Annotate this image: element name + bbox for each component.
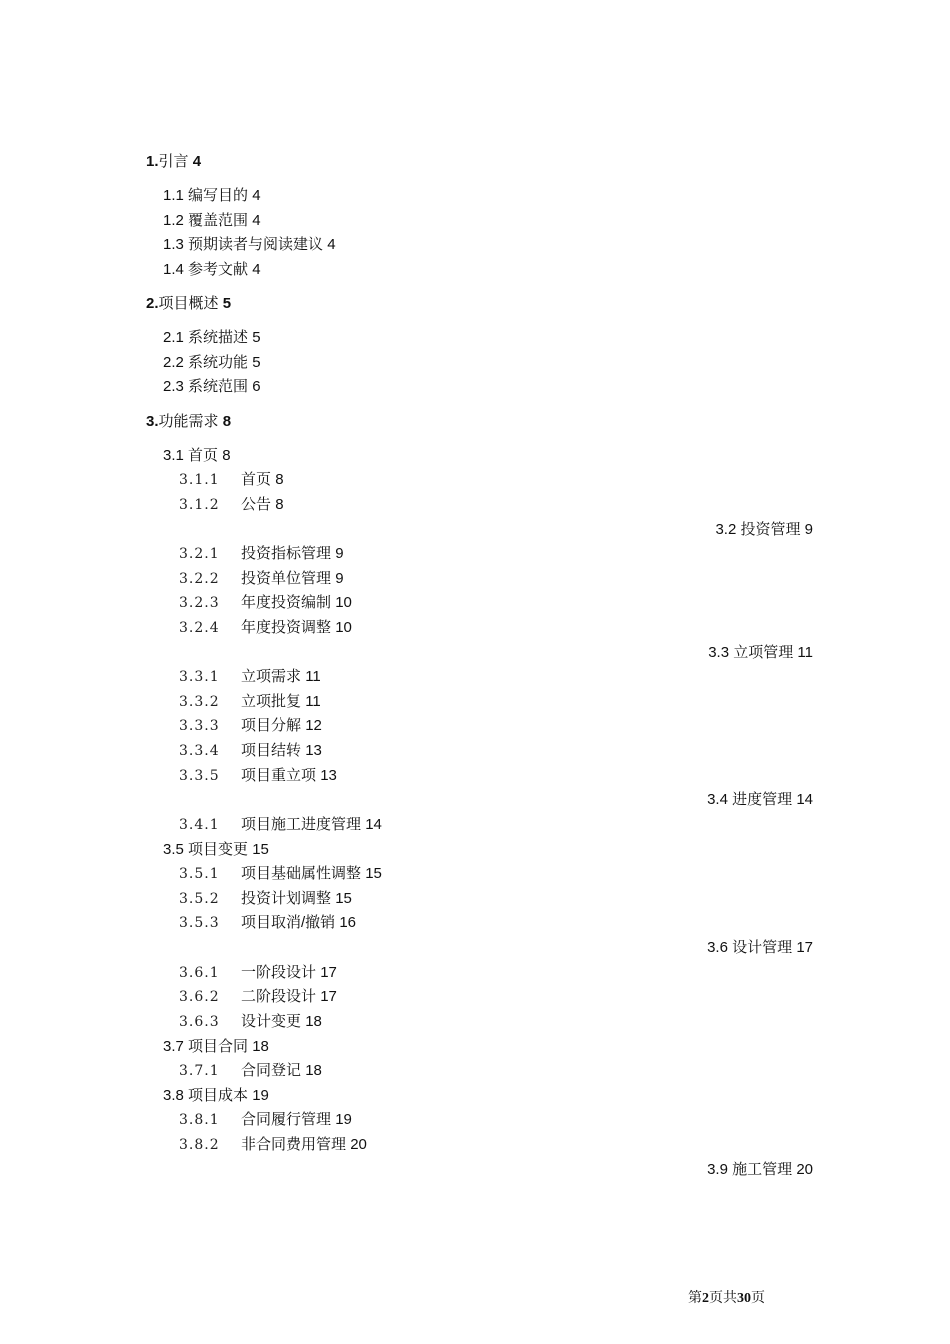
toc-entry-title: 项目合同 <box>188 1038 249 1055</box>
toc-entry-number: 3.3.5 <box>179 768 220 784</box>
toc-entry-level-2[interactable] <box>163 186 261 206</box>
toc-entry-level-2[interactable] <box>163 446 231 466</box>
toc-entry-level-3[interactable] <box>179 544 344 564</box>
toc-entry-title: 投资计划调整 <box>241 890 332 907</box>
toc-entry-title: 参考文献 <box>188 261 249 278</box>
toc-entry-title: 立项批复 <box>241 693 302 710</box>
toc-entry-number: 3.6.1 <box>179 965 220 981</box>
toc-entry-level-2[interactable] <box>163 1086 269 1106</box>
toc-entry-level-3[interactable] <box>179 913 356 933</box>
toc-entry-number: 3.7.1 <box>179 1063 220 1079</box>
toc-entry-level-3[interactable] <box>179 1012 322 1032</box>
toc-entry-number: 3.5.2 <box>179 891 220 907</box>
toc-entry-number: 3.3.3 <box>179 718 220 734</box>
toc-entry-title: 系统描述 <box>188 329 249 346</box>
toc-entry-page-number: 6 <box>252 378 261 395</box>
toc-entry-title: 合同履行管理 <box>241 1111 332 1128</box>
toc-entry-number: 3.1 <box>163 447 184 464</box>
toc-entry-number: 3.6 <box>707 939 728 956</box>
toc-entry-level-3[interactable] <box>179 618 352 638</box>
toc-entry-title: 年度投资调整 <box>241 619 332 636</box>
toc-entry-page-number: 9 <box>335 545 344 562</box>
toc-entry-page-number: 15 <box>252 841 269 858</box>
toc-entry-level-3[interactable] <box>179 716 322 736</box>
toc-entry-level-1[interactable] <box>146 412 231 432</box>
toc-entry-page-number: 10 <box>335 619 352 636</box>
toc-entry-level-3[interactable] <box>179 987 337 1007</box>
toc-entry-number: 3.7 <box>163 1038 184 1055</box>
toc-entry-title: 首页 <box>241 471 272 488</box>
toc-entry-number: 3.1.1 <box>179 472 220 488</box>
toc-entry-title: 项目取消/撤销 <box>241 914 336 931</box>
toc-entry-title: 项目成本 <box>188 1087 249 1104</box>
toc-entry-number: 3.3.2 <box>179 694 220 710</box>
toc-entry-number: 3.3.1 <box>179 669 220 685</box>
toc-entry-level-1[interactable] <box>146 294 231 314</box>
toc-entry-page-number: 14 <box>796 791 813 808</box>
toc-entry-page-number: 4 <box>327 236 336 253</box>
toc-entry-title: 年度投资编制 <box>241 594 332 611</box>
toc-entry-title: 项目变更 <box>188 841 249 858</box>
toc-entry-page-number: 13 <box>320 767 337 784</box>
toc-entry-number: 2.2 <box>163 354 184 371</box>
toc-entry-title: 一阶段设计 <box>241 964 317 981</box>
toc-entry-title: 合同登记 <box>241 1062 302 1079</box>
toc-entry-level-3[interactable] <box>179 470 284 490</box>
toc-entry-page-number: 16 <box>339 914 357 931</box>
toc-entry-page-number: 14 <box>365 816 382 833</box>
toc-entry-title: 项目概述 <box>158 295 219 312</box>
toc-entry-page-number: 15 <box>335 890 352 907</box>
toc-entry-page-number: 11 <box>797 644 813 661</box>
toc-entry-title: 系统功能 <box>188 354 249 371</box>
toc-entry-number: 3.8.1 <box>179 1112 220 1128</box>
toc-entry-number: 2.1 <box>163 329 184 346</box>
toc-entry-number: 1.4 <box>163 261 184 278</box>
toc-entry-level-1[interactable] <box>146 152 201 172</box>
toc-entry-title: 项目结转 <box>241 742 302 759</box>
toc-entry-number: 3.5 <box>163 841 184 858</box>
toc-entry-title: 项目重立项 <box>241 767 317 784</box>
toc-entry-page-number: 9 <box>335 570 344 587</box>
toc-entry-page-number: 20 <box>796 1161 813 1178</box>
toc-entry-level-2[interactable] <box>707 1160 813 1180</box>
toc-entry-title: 系统范围 <box>188 378 249 395</box>
toc-entry-level-2[interactable] <box>163 353 261 373</box>
toc-entry-page-number: 17 <box>320 988 337 1005</box>
toc-entry-number: 3.4.1 <box>179 817 220 833</box>
toc-entry-page-number: 8 <box>275 496 284 513</box>
toc-entry-level-3[interactable] <box>179 1135 367 1155</box>
toc-entry-number: 1.1 <box>163 187 184 204</box>
toc-entry-title: 项目基础属性调整 <box>241 865 362 882</box>
toc-entry-page-number: 13 <box>305 742 322 759</box>
toc-entry-number: 3.9 <box>707 1161 728 1178</box>
toc-entry-level-2[interactable] <box>163 840 269 860</box>
toc-entry-title: 施工管理 <box>732 1161 793 1178</box>
toc-entry-page-number: 12 <box>305 717 322 734</box>
toc-entry-number: 3.3.4 <box>179 743 220 759</box>
toc-entry-level-3[interactable] <box>179 864 382 884</box>
toc-entry-page-number: 4 <box>192 153 202 170</box>
toc-entry-level-2[interactable] <box>707 938 813 958</box>
toc-entry-title: 项目分解 <box>241 717 302 734</box>
toc-entry-level-2[interactable] <box>163 1037 269 1057</box>
toc-entry-title: 非合同费用管理 <box>241 1136 347 1153</box>
toc-entry-page-number: 8 <box>222 447 231 464</box>
toc-entry-title: 立项管理 <box>733 644 794 661</box>
toc-entry-number: 3.3 <box>708 644 730 661</box>
toc-entry-page-number: 19 <box>335 1111 352 1128</box>
toc-entry-level-2[interactable] <box>163 260 261 280</box>
toc-entry-page-number: 11 <box>305 668 321 685</box>
toc-entry-page-number: 5 <box>252 354 261 371</box>
toc-entry-title: 投资指标管理 <box>241 545 332 562</box>
toc-entry-level-3[interactable] <box>179 1061 322 1081</box>
footer-prefix: 第 <box>688 1291 702 1306</box>
toc-entry-number: 3.5.1 <box>179 866 220 882</box>
toc-entry-title: 设计管理 <box>732 939 793 956</box>
toc-entry-number: 3.2.2 <box>179 571 220 587</box>
toc-entry-title: 编写目的 <box>188 187 249 204</box>
toc-entry-page-number: 20 <box>350 1136 367 1153</box>
toc-entry-level-2[interactable] <box>163 211 261 231</box>
toc-entry-page-number: 4 <box>252 187 261 204</box>
toc-entry-number: 3.4 <box>707 791 728 808</box>
toc-entry-number: 3.2.1 <box>179 546 220 562</box>
toc-entry-level-3[interactable] <box>179 741 322 761</box>
toc-entry-title: 公告 <box>241 496 272 513</box>
toc-entry-number: 3.8.2 <box>179 1137 220 1153</box>
toc-entry-level-3[interactable] <box>179 692 321 712</box>
toc-entry-number: 3.1.2 <box>179 497 220 513</box>
toc-entry-page-number: 8 <box>222 413 232 430</box>
toc-entry-level-2[interactable] <box>163 328 261 348</box>
toc-entry-page-number: 17 <box>320 964 337 981</box>
toc-entry-page-number: 15 <box>365 865 382 882</box>
footer-total-pages: 30 <box>737 1291 751 1306</box>
toc-entry-number: 3.6.2 <box>179 989 220 1005</box>
toc-entry-level-3[interactable] <box>179 963 337 983</box>
toc-entry-level-3[interactable] <box>179 889 352 909</box>
footer-current-page: 2 <box>702 1291 709 1306</box>
toc-entry-title: 设计变更 <box>241 1013 302 1030</box>
toc-entry-page-number: 11 <box>305 693 321 710</box>
toc-entry-page-number: 4 <box>252 261 261 278</box>
toc-entry-level-3[interactable] <box>179 593 352 613</box>
toc-entry-number: 3. <box>146 413 159 430</box>
toc-entry-title: 覆盖范围 <box>188 212 249 229</box>
toc-entry-number: 1. <box>146 153 159 170</box>
toc-entry-title: 投资管理 <box>740 521 801 538</box>
toc-entry-level-2[interactable] <box>707 790 813 810</box>
toc-entry-title: 功能需求 <box>158 413 219 430</box>
toc-entry-level-2[interactable] <box>715 520 813 540</box>
toc-entry-number: 3.2.4 <box>179 620 220 636</box>
toc-entry-number: 1.2 <box>163 212 184 229</box>
toc-entry-level-3[interactable] <box>179 495 284 515</box>
toc-entry-page-number: 4 <box>252 212 261 229</box>
toc-entry-title: 二阶段设计 <box>241 988 317 1005</box>
toc-entry-title: 立项需求 <box>241 668 302 685</box>
toc-entry-number: 3.5.3 <box>179 915 220 931</box>
toc-entry-page-number: 8 <box>275 471 284 488</box>
toc-entry-level-2[interactable] <box>163 377 261 397</box>
toc-entry-number: 3.8 <box>163 1087 184 1104</box>
toc-entry-level-2[interactable] <box>163 235 336 255</box>
toc-entry-number: 1.3 <box>163 236 184 253</box>
toc-entry-page-number: 18 <box>252 1038 269 1055</box>
toc-entry-title: 预期读者与阅读建议 <box>188 236 324 253</box>
toc-entry-level-3[interactable] <box>179 815 382 835</box>
toc-entry-number: 3.2 <box>715 521 737 538</box>
toc-entry-page-number: 5 <box>222 295 232 312</box>
toc-entry-page-number: 10 <box>335 594 352 611</box>
footer-suffix: 页 <box>751 1291 765 1306</box>
toc-entry-title: 首页 <box>188 447 219 464</box>
page-footer <box>688 1287 765 1307</box>
toc-entry-number: 3.2.3 <box>179 595 220 611</box>
toc-entry-number: 2.3 <box>163 378 184 395</box>
toc-entry-number: 2. <box>146 295 159 312</box>
toc-entry-level-3[interactable] <box>179 766 337 786</box>
toc-entry-page-number: 17 <box>796 939 813 956</box>
toc-entry-page-number: 18 <box>305 1013 322 1030</box>
toc-entry-page-number: 9 <box>804 521 813 538</box>
toc-entry-number: 3.6.3 <box>179 1014 220 1030</box>
toc-entry-page-number: 5 <box>252 329 261 346</box>
toc-entry-title: 投资单位管理 <box>241 570 332 587</box>
footer-middle: 页共 <box>709 1291 737 1306</box>
toc-entry-level-3[interactable] <box>179 569 344 589</box>
toc-entry-title: 进度管理 <box>732 791 793 808</box>
toc-entry-page-number: 18 <box>305 1062 322 1079</box>
toc-entry-page-number: 19 <box>252 1087 269 1104</box>
toc-entry-level-2[interactable] <box>708 643 813 663</box>
toc-entry-title: 项目施工进度管理 <box>241 816 362 833</box>
toc-entry-title: 引言 <box>158 153 189 170</box>
toc-entry-level-3[interactable] <box>179 1110 352 1130</box>
toc-entry-level-3[interactable] <box>179 667 321 687</box>
